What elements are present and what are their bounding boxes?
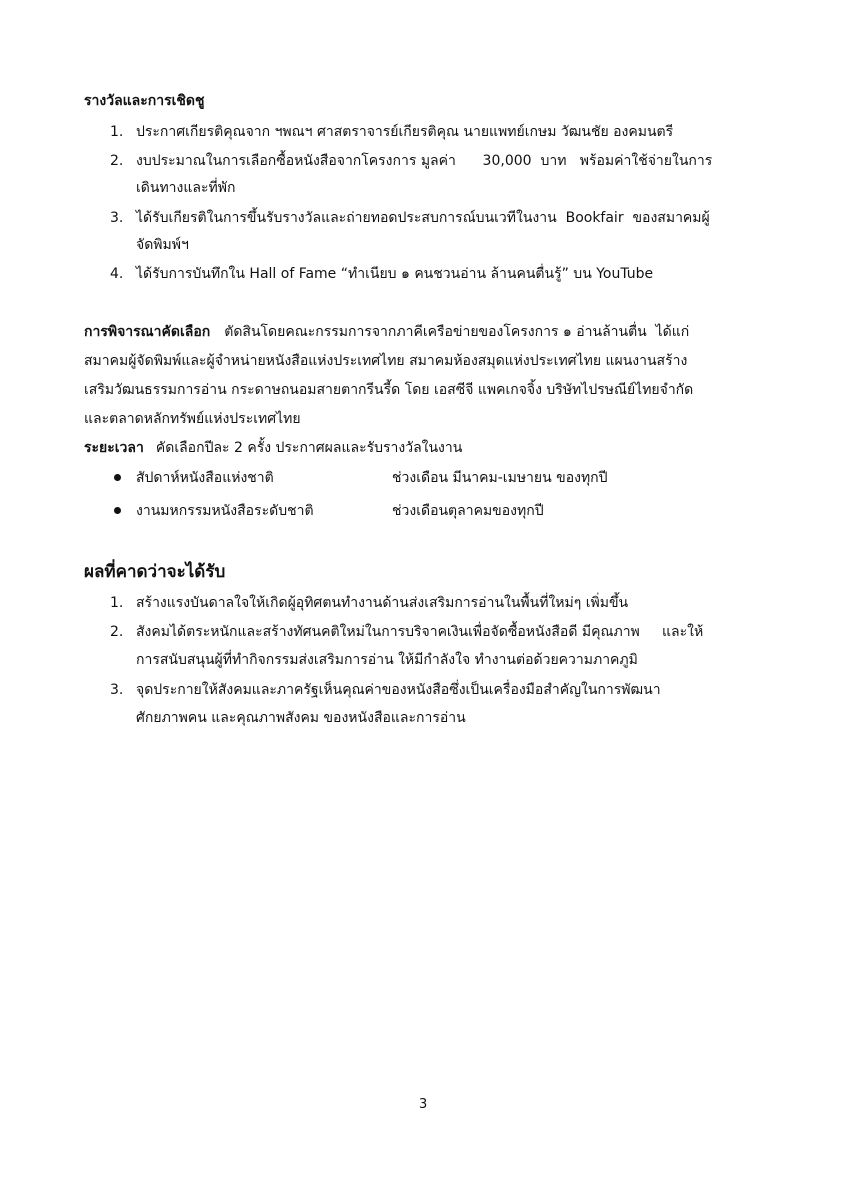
list-item-text: ประกาศเกียรติคุณจาก ฯพณฯ ศาสตราจารย์เกียรติคุณ นายแพทย์เกษม วัฒนชัย องคมนตรี [136,124,674,140]
outcomes-item-3-cont: ศักยภาพคน และคุณภาพสังคม ของหนังสือและการอ่าน [136,710,466,726]
period-text: คัดเลือกปีละ 2 ครั้ง ประกาศผลและรับรางวัลในงาน [155,440,463,456]
outcomes-heading: ผลที่คาดว่าจะได้รับ [84,562,226,582]
selection-label: การพิจารณาคัดเลือก [84,324,211,340]
selection-line-1 [84,321,689,343]
event-when: ช่วงเดือนตุลาคมของทุกปี [392,503,544,519]
event-name: สัปดาห์หนังสือแห่งชาติ [136,470,274,486]
bullet-icon [114,474,121,481]
list-number: 3. [110,682,124,698]
awards-item-2-cont: เดินทางและที่พัก [136,180,236,196]
list-item-text: สร้างแรงบันดาลใจให้เกิดผู้อุทิศตนทำงานด้านส่งเสริมการอ่านในพื้นที่ใหม่ๆ เพิ่มขึ้น [136,595,629,611]
list-number: 1. [110,595,124,611]
awards-item-4 [110,263,653,285]
awards-item-3 [110,207,710,229]
page-number: 3 [419,1097,428,1112]
list-item-text: สังคมได้ตระหนักและสร้างทัศนคติใหม่ในการบริจาคเงินเพื่อจัดซื้อหนังสือดี มีคุณภาพ และให้ [136,624,704,640]
list-number: 4. [110,266,124,282]
outcomes-item-2 [110,621,703,643]
list-number: 3. [110,210,124,226]
list-number: 2. [110,624,124,640]
list-number: 1. [110,124,124,140]
period-label: ระยะเวลา [84,440,144,456]
outcomes-item-1 [110,592,628,614]
selection-line-3: เสริมวัฒนธรรมการอ่าน กระดาษถนอมสายตากรีนรี้ด โดย เอสซีจี แพคเกจจิ้ง บริษัทไปรษณีย์ไทยจำกัด [84,382,694,398]
bullet-icon [114,507,121,514]
outcomes-item-3 [110,679,661,701]
period-line [84,437,462,459]
awards-item-2 [110,150,712,172]
selection-line-4: และตลาดหลักทรัพย์แห่งประเทศไทย [84,411,301,427]
awards-heading: รางวัลและการเชิดชู [84,93,205,109]
event-name: งานมหกรรมหนังสือระดับชาติ [136,503,314,519]
selection-line-2: สมาคมผู้จัดพิมพ์และผู้จำหน่ายหนังสือแห่งประเทศไทย สมาคมห้องสมุดแห่งประเทศไทย แผนงานสร้าง [84,353,688,369]
list-item-text: จุดประกายให้สังคมและภาครัฐเห็นคุณค่าของหนังสือซึ่งเป็นเครื่องมือสำคัญในการพัฒนา [136,682,661,698]
event-when: ช่วงเดือน มีนาคม-เมษายน ของทุกปี [392,470,608,486]
outcomes-item-2-cont: การสนับสนุนผู้ที่ทำกิจกรรมส่งเสริมการอ่าน ให้มีกำลังใจ ทำงานต่อด้วยความภาคภูมิ [136,652,638,668]
selection-text: ตัดสินโดยคณะกรรมการจากภาคีเครือข่ายของโครงการ ๑ อ่านล้านตื่น ได้แก่ [224,324,690,340]
awards-item-3-cont: จัดพิมพ์ฯ [136,237,189,253]
list-item-text: ได้รับเกียรติในการขึ้นรับรางวัลและถ่ายทอดประสบการณ์บนเวทีในงาน Bookfair ของสมาคมผู้ [136,210,710,226]
list-number: 2. [110,153,124,169]
list-item-text: ได้รับการบันทึกใน Hall of Fame “ทำเนียบ ๑ คนชวนอ่าน ล้านคนตื่นรู้” บน YouTube [136,266,654,282]
awards-item-1 [110,121,673,143]
list-item-text: งบประมาณในการเลือกซื้อหนังสือจากโครงการ มูลค่า 30,000 บาท พร้อมค่าใช้จ่ายในการ [136,153,713,169]
